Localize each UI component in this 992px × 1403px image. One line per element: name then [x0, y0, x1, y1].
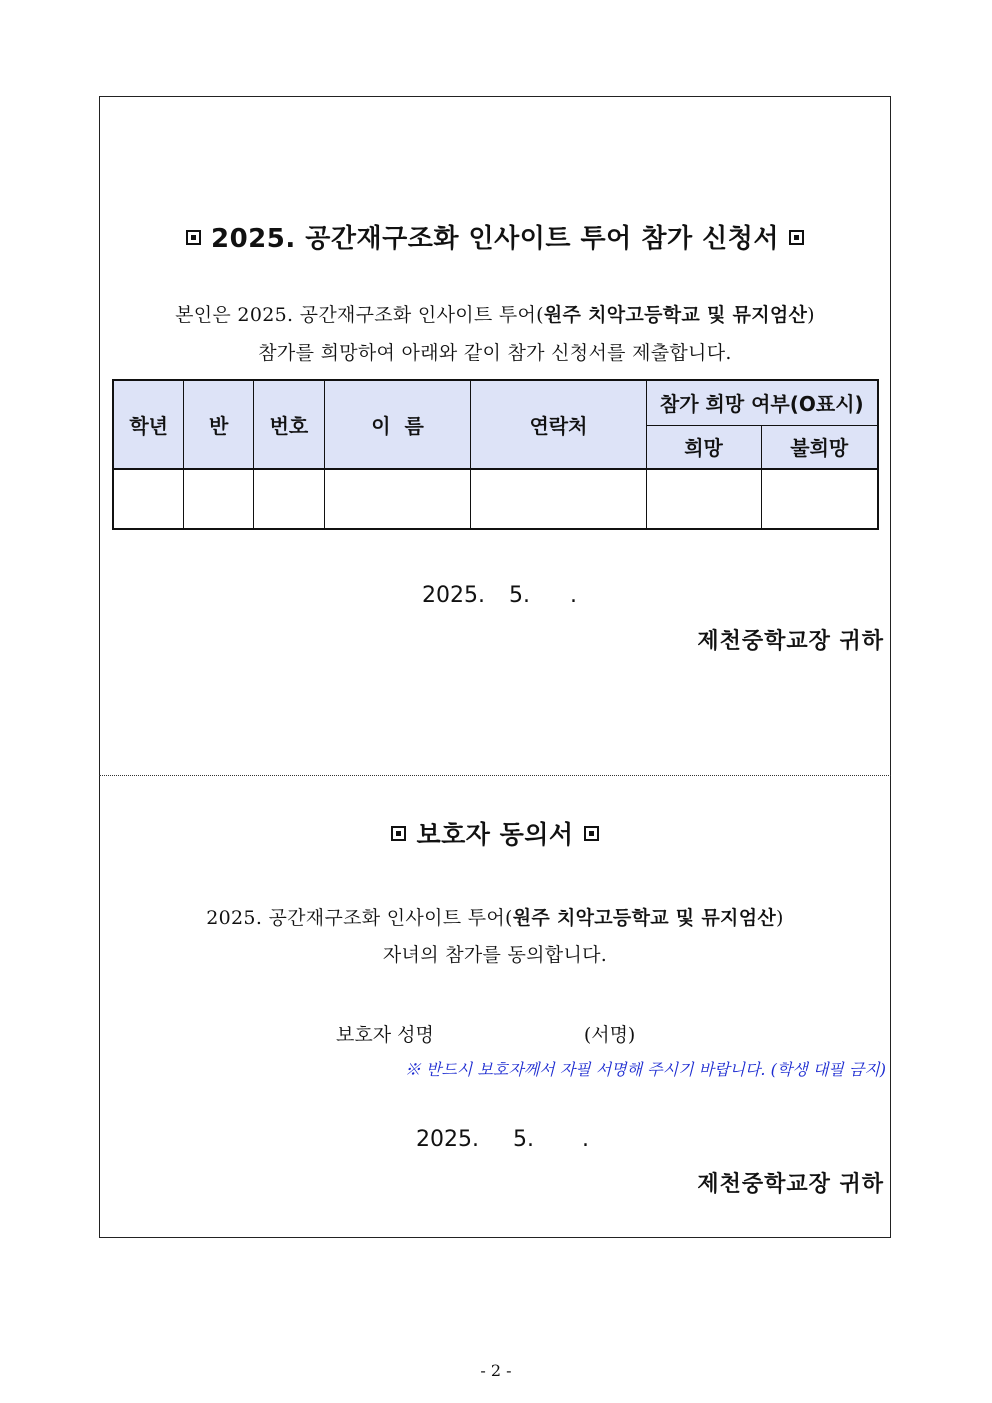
square-bullet-icon — [186, 230, 201, 245]
guardian-name-label: 보호자 성명 — [336, 1024, 434, 1046]
square-bullet-icon — [391, 826, 406, 841]
application-table — [112, 379, 879, 530]
consent-date: 2025. 5. . — [416, 1127, 589, 1152]
header-name: 이 름 — [324, 380, 470, 469]
header-number: 번호 — [254, 380, 325, 469]
application-title — [99, 218, 891, 255]
table-row — [113, 469, 878, 529]
cell-grade[interactable] — [113, 469, 184, 529]
cell-class[interactable] — [184, 469, 254, 529]
application-title-text: 2025. 공간재구조화 인사이트 투어 참가 신청서 — [211, 224, 779, 254]
page-number: - 2 - — [480, 1361, 512, 1380]
header-class: 반 — [184, 380, 254, 469]
application-intro-line2: 참가를 희망하여 아래와 같이 참가 신청서를 제출합니다. — [258, 342, 732, 364]
application-intro-line1: 본인은 2025. 공간재구조화 인사이트 투어(원주 치악고등학교 및 뮤지엄산) — [175, 304, 815, 326]
consent-line2: 자녀의 참가를 동의합니다. — [382, 944, 608, 966]
signature-label: (서명) — [583, 1024, 636, 1046]
cell-number[interactable] — [254, 469, 325, 529]
cell-contact[interactable] — [471, 469, 646, 529]
consent-line1: 2025. 공간재구조화 인사이트 투어(원주 치악고등학교 및 뮤지엄산) — [206, 907, 784, 929]
header-contact: 연락처 — [471, 380, 646, 469]
guardian-signature-line — [336, 1020, 635, 1047]
cell-name[interactable] — [324, 469, 470, 529]
header-participation: 참가 희망 여부(O표시) — [646, 380, 878, 425]
cut-line-divider — [99, 775, 891, 776]
application-addressee: 제천중학교장 귀하 — [697, 629, 884, 654]
header-no-wish: 불희망 — [761, 425, 878, 469]
header-grade: 학년 — [113, 380, 184, 469]
square-bullet-icon — [584, 826, 599, 841]
application-date: 2025. 5. . — [422, 583, 577, 608]
cell-wish[interactable] — [646, 469, 761, 529]
consent-title-text: 보호자 동의서 — [416, 820, 574, 849]
consent-addressee: 제천중학교장 귀하 — [697, 1172, 884, 1197]
signature-notice: ※ 반드시 보호자께서 자필 서명해 주시기 바랍니다. (학생 대필 금지) — [404, 1060, 886, 1079]
header-wish: 희망 — [646, 425, 761, 469]
cell-no-wish[interactable] — [761, 469, 878, 529]
square-bullet-icon — [789, 230, 804, 245]
consent-title — [99, 815, 891, 851]
